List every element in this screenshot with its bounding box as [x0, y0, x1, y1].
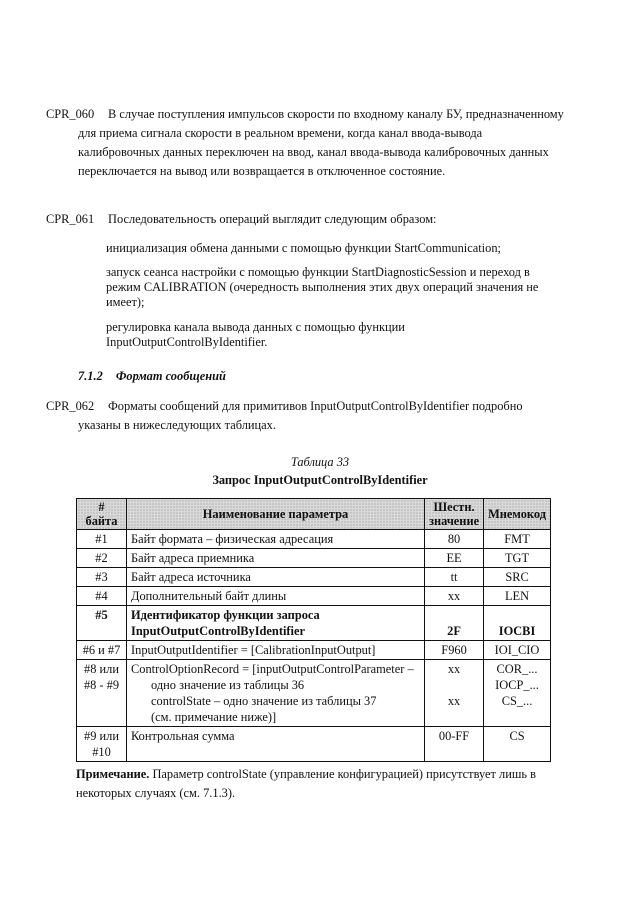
cell-hex-line: xx [447, 662, 461, 676]
paragraph-text: Форматы сообщений для примитивов InputOutputControlByIdentifier подробно указаны в нижеследующих таблицах. [78, 399, 523, 432]
table-row [77, 549, 551, 568]
cell-name: Дополнительный байт длины [127, 587, 425, 606]
note-text: Параметр controlState (управление конфигурацией) присутствует лишь в некоторых случаях (см. 7.1.3). [76, 767, 537, 800]
step-item: регулировка канала вывода данных с помощью функции InputOutputControlByIdentifier. [106, 320, 405, 349]
cell-mnemonic: FMT [484, 530, 551, 549]
cell-name-line: InputOutputControlByIdentifier [131, 624, 305, 638]
header-name: Наименование параметра [127, 499, 425, 530]
table-row [77, 660, 551, 727]
cell-byte-line: #9 или [84, 729, 119, 743]
cell-hex: tt [425, 568, 484, 587]
paragraph-cpr-060 [46, 105, 566, 181]
cell-name: Байт формата – физическая адресация [127, 530, 425, 549]
cell-hex: F960 [425, 641, 484, 660]
table-title: Запрос InputOutputControlByIdentifier [212, 473, 428, 487]
cell-mnemonic: SRC [484, 568, 551, 587]
section-title: Формат сообщений [115, 369, 226, 383]
cell-name: Байт адреса приемника [127, 549, 425, 568]
paragraph-text: Последовательность операций выглядит следующим образом: [108, 212, 437, 226]
step-item: запуск сеанса настройки с помощью функции StartDiagnosticSession и переход в режим CALIBRATION (очередность выполнения этих двух операций значения не имеет); [106, 265, 539, 309]
section-heading [78, 369, 226, 384]
header-byte: # байта [77, 499, 127, 530]
cell-byte: #4 [77, 587, 127, 606]
message-format-table [76, 498, 551, 762]
cell-name-line: controlState – одно значение из таблицы 37 [151, 694, 377, 708]
header-hex: Шестн. значение [425, 499, 484, 530]
cell-byte-line: #8 или [84, 662, 119, 676]
cell-name-line: Идентификатор функции запроса [131, 608, 320, 622]
step-item: инициализация обмена данными с помощью функции StartCommunication; [106, 241, 501, 255]
cell-mnemonic-line: COR_... [496, 662, 538, 676]
cell-byte: #6 и #7 [77, 641, 127, 660]
paragraph-cpr-062 [46, 397, 566, 435]
cell-mnemonic: CS [484, 727, 551, 762]
cell-mnemonic: IOI_CIO [484, 641, 551, 660]
cell-mnemonic: TGT [484, 549, 551, 568]
cell-mnemonic-line: CS_... [501, 694, 533, 708]
cell-byte [77, 727, 127, 762]
cell-name-line: одно значение из таблицы 36 [151, 678, 305, 692]
section-number: 7.1.2 [78, 369, 103, 383]
cell-hex: 80 [425, 530, 484, 549]
table-row [77, 727, 551, 762]
cell-hex [425, 660, 484, 727]
cell-name [127, 660, 425, 727]
cell-byte: #3 [77, 568, 127, 587]
header-mnemonic: Мнемокод [484, 499, 551, 530]
paragraph-id: CPR_060 [46, 107, 95, 121]
cell-byte: #2 [77, 549, 127, 568]
paragraph-id: CPR_062 [46, 399, 95, 413]
cell-byte: #5 [77, 606, 127, 641]
cell-byte: #1 [77, 530, 127, 549]
note-label: Примечание. [76, 767, 150, 781]
cell-name [127, 606, 425, 641]
cell-byte [77, 660, 127, 727]
table-row [77, 606, 551, 641]
table-caption: Таблица 33 [290, 455, 350, 469]
cell-mnemonic-line: IOCP_... [495, 678, 539, 692]
cell-hex: EE [425, 549, 484, 568]
table-header-row [77, 499, 551, 530]
cell-name-line: ControlOptionRecord = [inputOutputControlParameter – [131, 662, 414, 676]
cell-hex: xx [425, 587, 484, 606]
cell-name: InputOutputIdentifier = [CalibrationInputOutput] [127, 641, 425, 660]
cell-name: Контрольная сумма [127, 727, 425, 762]
table-row [77, 587, 551, 606]
cell-hex: 2F [425, 606, 484, 641]
paragraph-id: CPR_061 [46, 212, 95, 226]
cell-hex-line: xx [447, 694, 461, 708]
table-row [77, 530, 551, 549]
table-row [77, 641, 551, 660]
cell-mnemonic: IOCBI [484, 606, 551, 641]
cell-byte-line: #8 - #9 [83, 678, 120, 692]
cell-byte-line: #10 [92, 745, 111, 759]
paragraph-text: В случае поступления импульсов скорости по входному каналу БУ, предназначенному для приема сигнала скорости в реальном времени, когда канал ввода-вывода калибровочных данных переключен на ввод, канал ввода-вывода калибровочных данных переключается на вывод или возвращается в отключенное состояние. [78, 107, 564, 178]
paragraph-cpr-061 [46, 210, 566, 229]
cell-hex: 00-FF [425, 727, 484, 762]
cell-name-line: (см. примечание ниже)] [151, 710, 277, 724]
table-note [76, 765, 546, 803]
cell-mnemonic: LEN [484, 587, 551, 606]
cell-mnemonic [484, 660, 551, 727]
table-row [77, 568, 551, 587]
cell-name: Байт адреса источника [127, 568, 425, 587]
